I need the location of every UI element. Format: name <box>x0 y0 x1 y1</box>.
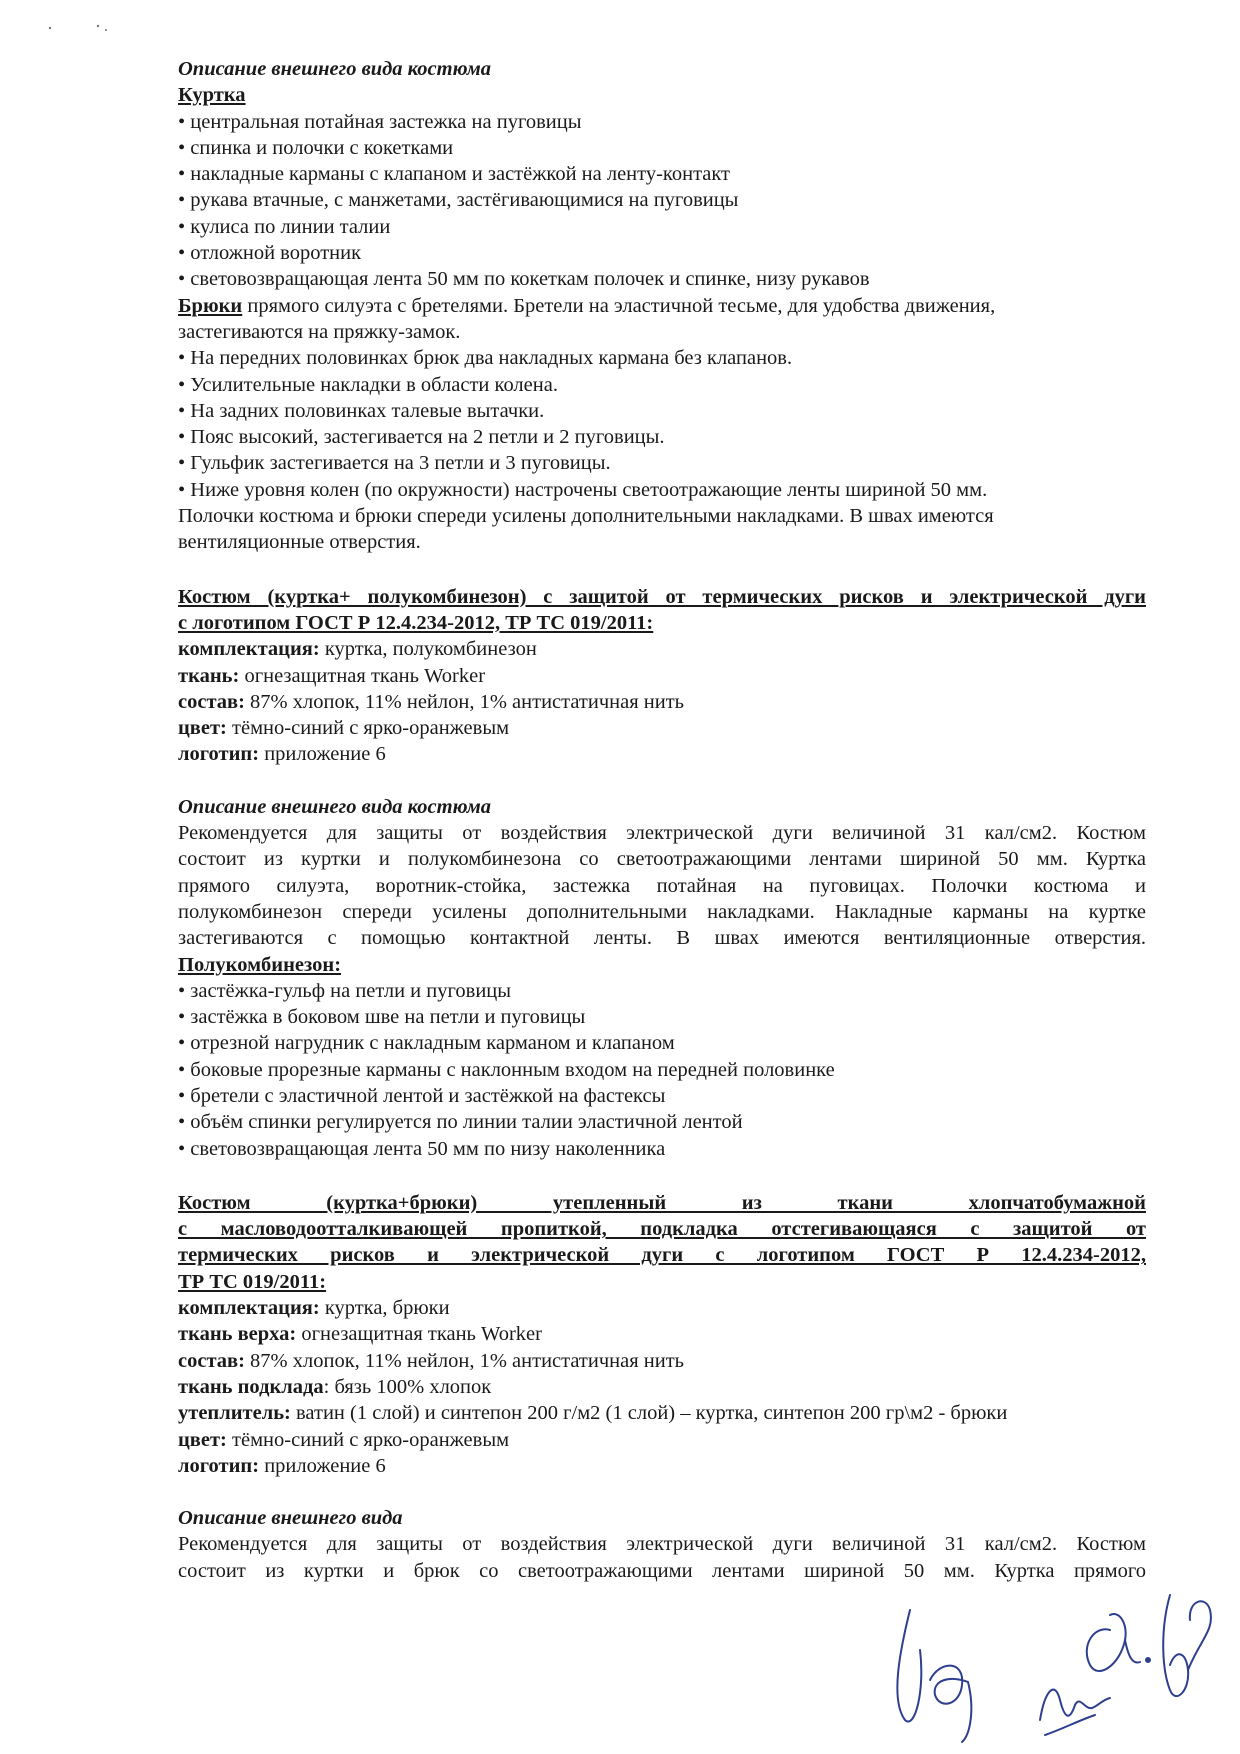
list-item: • отложной воротник <box>178 242 362 265</box>
spec-row <box>178 663 1146 689</box>
spec-row <box>178 1321 1146 1347</box>
spec-row <box>178 715 1146 741</box>
trousers-intro <box>178 293 1146 319</box>
spec-value: ватин (1 слой) и синтепон 200 г/м2 (1 слой) – куртка, синтепон 200 гр\м2 - брюки <box>290 1402 1008 1425</box>
paragraph-line: прямого силуэта, воротник-стойка, застежка потайная на пуговицах. Полочки костюма и <box>178 874 1146 897</box>
spec-value: тёмно-синий с ярко-оранжевым <box>226 1428 510 1451</box>
spec-value: 87% хлопок, 11% нейлон, 1% антистатичная нить <box>244 1349 685 1372</box>
spec-row <box>178 1374 1146 1400</box>
spec-label: утеплитель: <box>178 1402 291 1425</box>
section2-title: с логотипом ГОСТ Р 12.4.234-2012, ТР ТС 019/2011: <box>178 611 654 634</box>
section2-specs <box>178 636 1146 767</box>
section3-title: термических рисков и электрической дуги с логотипом ГОСТ Р 12.4.234-2012, <box>178 1244 1146 1267</box>
spec-label: логотип: <box>178 1454 260 1477</box>
list-item: • спинка и полочки с кокетками <box>178 136 454 159</box>
spec-value: тёмно-синий с ярко-оранжевым <box>226 717 510 740</box>
overall-title: Полукомбинезон: <box>178 953 342 976</box>
section3-title: Костюм (куртка+брюки) утепленный из ткани хлопчатобумажной <box>178 1191 1146 1214</box>
jacket-list <box>178 109 1146 293</box>
section3-title: ТР ТС 019/2011: <box>178 1270 327 1293</box>
spec-row <box>178 636 1146 662</box>
trousers-text-cont: застегиваются на пряжку-замок. <box>178 320 461 343</box>
spec-value: приложение 6 <box>259 1454 386 1477</box>
list-item: • застёжка-гульф на петли и пуговицы <box>178 979 512 1002</box>
spec-row <box>178 1453 1146 1479</box>
list-item: • Гульфик застегивается на 3 петли и 3 пуговицы. <box>178 452 611 475</box>
spec-value: куртка, полукомбинезон <box>319 638 537 661</box>
spec-label: комплектация: <box>178 1297 320 1320</box>
spec-row <box>178 1348 1146 1374</box>
list-item: • Ниже уровня колен (по окружности) настрочены светоотражающие ленты шириной 50 мм. <box>178 478 988 501</box>
spec-label: ткань подклада <box>178 1375 324 1398</box>
scan-specks <box>40 18 140 38</box>
list-item: • Пояс высокий, застегивается на 2 петли и 2 пуговицы. <box>178 426 665 449</box>
paragraph-line: Рекомендуется для защиты от воздействия электрической дуги величиной 31 кал/см2. Костюм <box>178 822 1146 845</box>
spec-row <box>178 1295 1146 1321</box>
paragraph-line: Рекомендуется для защиты от воздействия электрической дуги величиной 31 кал/см2. Костюм <box>178 1533 1146 1556</box>
jacket-title: Куртка <box>178 84 246 107</box>
list-item: • застёжка в боковом шве на петли и пуговицы <box>178 1006 586 1029</box>
spec-row <box>178 1400 1146 1426</box>
list-item: • отрезной нагрудник с накладным карманом и клапаном <box>178 1032 675 1055</box>
spec-value: : бязь 100% хлопок <box>323 1375 492 1398</box>
spec-label: состав: <box>178 690 245 713</box>
list-item: • световозвращающая лента 50 мм по низу наколенника <box>178 1137 666 1160</box>
paragraph-line: застегиваются с помощью контактной ленты. В швах имеются вентиляционные отверстия. <box>178 927 1146 950</box>
section2-title: Костюм (куртка+ полукомбинезон) с защитой от термических рисков и электрической дуги <box>178 585 1146 608</box>
list-item: • рукава втачные, с манжетами, застёгивающимися на пуговицы <box>178 189 739 212</box>
spec-row <box>178 741 1146 767</box>
section3-title: с масловодоотталкивающей пропиткой, подкладка отстегивающаяся с защитой от <box>178 1218 1146 1241</box>
spec-label: комплектация: <box>178 638 320 661</box>
list-item: • боковые прорезные карманы с наклонным входом на передней половинке <box>178 1058 835 1081</box>
closing-line: вентиляционные отверстия. <box>178 531 421 554</box>
spec-value: огнезащитная ткань Worker <box>296 1323 542 1346</box>
overall-list <box>178 978 1146 1162</box>
list-item: • На задних половинках талевые вытачки. <box>178 399 545 422</box>
spec-label: состав: <box>178 1349 245 1372</box>
section2-heading: Описание внешнего вида костюма <box>178 795 492 818</box>
spec-label: цвет: <box>178 717 227 740</box>
spec-value: куртка, брюки <box>319 1297 450 1320</box>
paragraph-line: состоит из куртки и полукомбинезона со светоотражающими лентами шириной 50 мм. Куртка <box>178 848 1146 871</box>
spec-value: 87% хлопок, 11% нейлон, 1% антистатичная нить <box>244 690 685 713</box>
list-item: • центральная потайная застежка на пуговицы <box>178 110 582 133</box>
spec-label: логотип: <box>178 743 260 766</box>
list-item: • Усилительные накладки в области колена. <box>178 373 558 396</box>
document-body <box>178 56 1146 1584</box>
paragraph-line: состоит из куртки и брюк со светоотражающими лентами шириной 50 мм. Куртка прямого <box>178 1559 1146 1582</box>
list-item: • объём спинки регулируется по линии талии эластичной лентой <box>178 1111 743 1134</box>
list-item: • световозвращающая лента 50 мм по кокеткам полочек и спинке, низу рукавов <box>178 268 870 291</box>
paragraph-line: полукомбинезон спереди усилены дополнительными накладками. Накладные карманы на куртке <box>178 900 1146 923</box>
section2-paragraph <box>178 820 1146 951</box>
spec-label: ткань: <box>178 664 240 687</box>
spec-value: огнезащитная ткань Worker <box>239 664 486 687</box>
trousers-text: прямого силуэта с бретелями. Бретели на эластичной тесьме, для удобства движения, <box>242 294 996 317</box>
spec-label: цвет: <box>178 1428 227 1451</box>
list-item: • кулиса по линии талии <box>178 215 391 238</box>
handwritten-signature <box>870 1570 1230 1750</box>
trousers-list <box>178 345 1146 503</box>
list-item: • бретели с эластичной лентой и застёжкой на фастексы <box>178 1084 666 1107</box>
spec-label: ткань верха: <box>178 1323 297 1346</box>
closing-line: Полочки костюма и брюки спереди усилены дополнительными накладками. В швах имеются <box>178 505 994 528</box>
trousers-label: Брюки <box>178 294 243 317</box>
section1-heading: Описание внешнего вида костюма <box>178 58 492 80</box>
list-item: • накладные карманы с клапаном и застёжкой на ленту-контакт <box>178 163 731 186</box>
list-item: • На передних половинках брюк два накладных кармана без клапанов. <box>178 347 793 370</box>
section3-heading: Описание внешнего вида <box>178 1507 403 1530</box>
spec-row <box>178 689 1146 715</box>
spec-value: приложение 6 <box>259 743 386 766</box>
section3-specs <box>178 1295 1146 1479</box>
spec-row <box>178 1427 1146 1453</box>
